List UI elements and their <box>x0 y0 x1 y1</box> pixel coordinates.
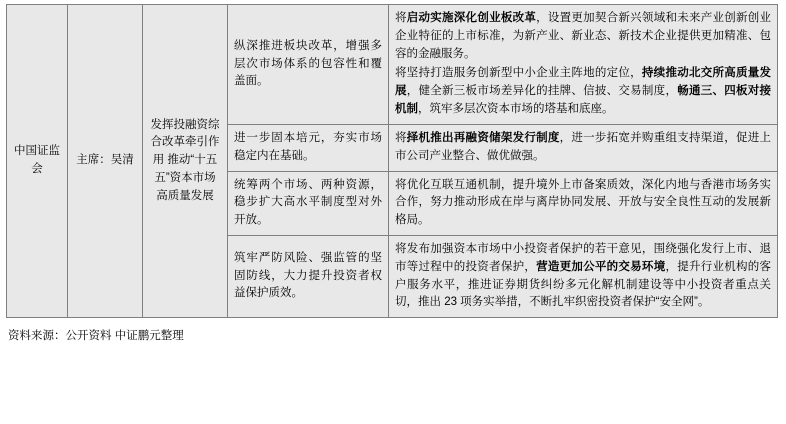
detail-cell <box>389 124 778 171</box>
plain-text: 将 <box>395 12 407 24</box>
document-body <box>0 4 786 343</box>
emphasis-text: 持续推动北交所高质量发展 <box>395 67 772 98</box>
detail-paragraph <box>395 65 771 118</box>
table-body <box>7 5 778 318</box>
plain-text: 将 <box>395 131 407 144</box>
emphasis-text: 择机推出再融资储架发行制度 <box>406 131 560 144</box>
plain-text: ，设置更加契合新兴领域和未来产业创新创业企业特征的上市标准，为新产业、新业态、新技术企业提供更加精准、包容的金融服务。 <box>395 12 772 60</box>
plain-text: ，筑牢多层次资本市场的塔基和底座。 <box>418 103 614 116</box>
point-cell: 进一步固本培元，夯实市场稳定内在基础。 <box>228 124 389 171</box>
plain-text: 将发布加强资本市场中小投资者保护的若干意见，围绕强化发行上市、退市等过程中的投资者保护， <box>395 242 771 273</box>
detail-cell <box>389 171 778 235</box>
plain-text: ，健全新三板市场差异化的挂牌、信披、交易制度， <box>406 85 678 98</box>
plain-text: ，进一步拓宽并购重组支持渠道，促进上市公司产业整合、做优做强。 <box>395 131 772 162</box>
plain-text: ，提升行业机构的客户服务水平，推进证券期货纠纷多元化解机制建设等中小投资者重点关切，推出 23 项务实举措，不断扎牢织密投资者保护“安全网”。 <box>395 260 772 309</box>
detail-paragraph <box>395 130 771 166</box>
person-cell: 主席：吴清 <box>68 5 143 318</box>
source-note: 资料来源：公开资料 中证鹏元整理 <box>8 330 184 343</box>
emphasis-text: 启动实施深化创业板改革 <box>406 12 537 24</box>
detail-cell <box>389 235 778 317</box>
detail-paragraph <box>395 10 771 63</box>
detail-paragraph <box>395 177 771 230</box>
detail-cell <box>389 5 778 125</box>
point-cell: 筑牢严防风险、强监管的坚固防线，大力提升投资者权益保护质效。 <box>228 235 389 317</box>
plain-text: 将坚持打造服务创新型中小企业主阵地的定位， <box>395 67 642 80</box>
table-row <box>7 5 778 125</box>
theme-cell: 发挥投融资综合改革牵引作用 推动“十五五”资本市场高质量发展 <box>143 5 228 318</box>
organization-cell: 中国证监会 <box>7 5 68 318</box>
policy-summary-table <box>6 4 778 318</box>
point-cell: 纵深推进板块改革，增强多层次市场体系的包容性和覆盖面。 <box>228 5 389 125</box>
emphasis-text: 畅通三、四板对接机制 <box>395 85 772 116</box>
detail-paragraph <box>395 241 771 312</box>
point-cell: 统筹两个市场、两种资源，稳步扩大高水平制度型对外开放。 <box>228 171 389 235</box>
plain-text: 将优化互联互通机制，提升境外上市备案质效，深化内地与香港市场务实合作，努力推动形成在岸与离岸协同发展、开放与安全良性互动的发展新格局。 <box>395 178 771 227</box>
emphasis-text: 营造更加公平的交易环境 <box>536 260 666 273</box>
